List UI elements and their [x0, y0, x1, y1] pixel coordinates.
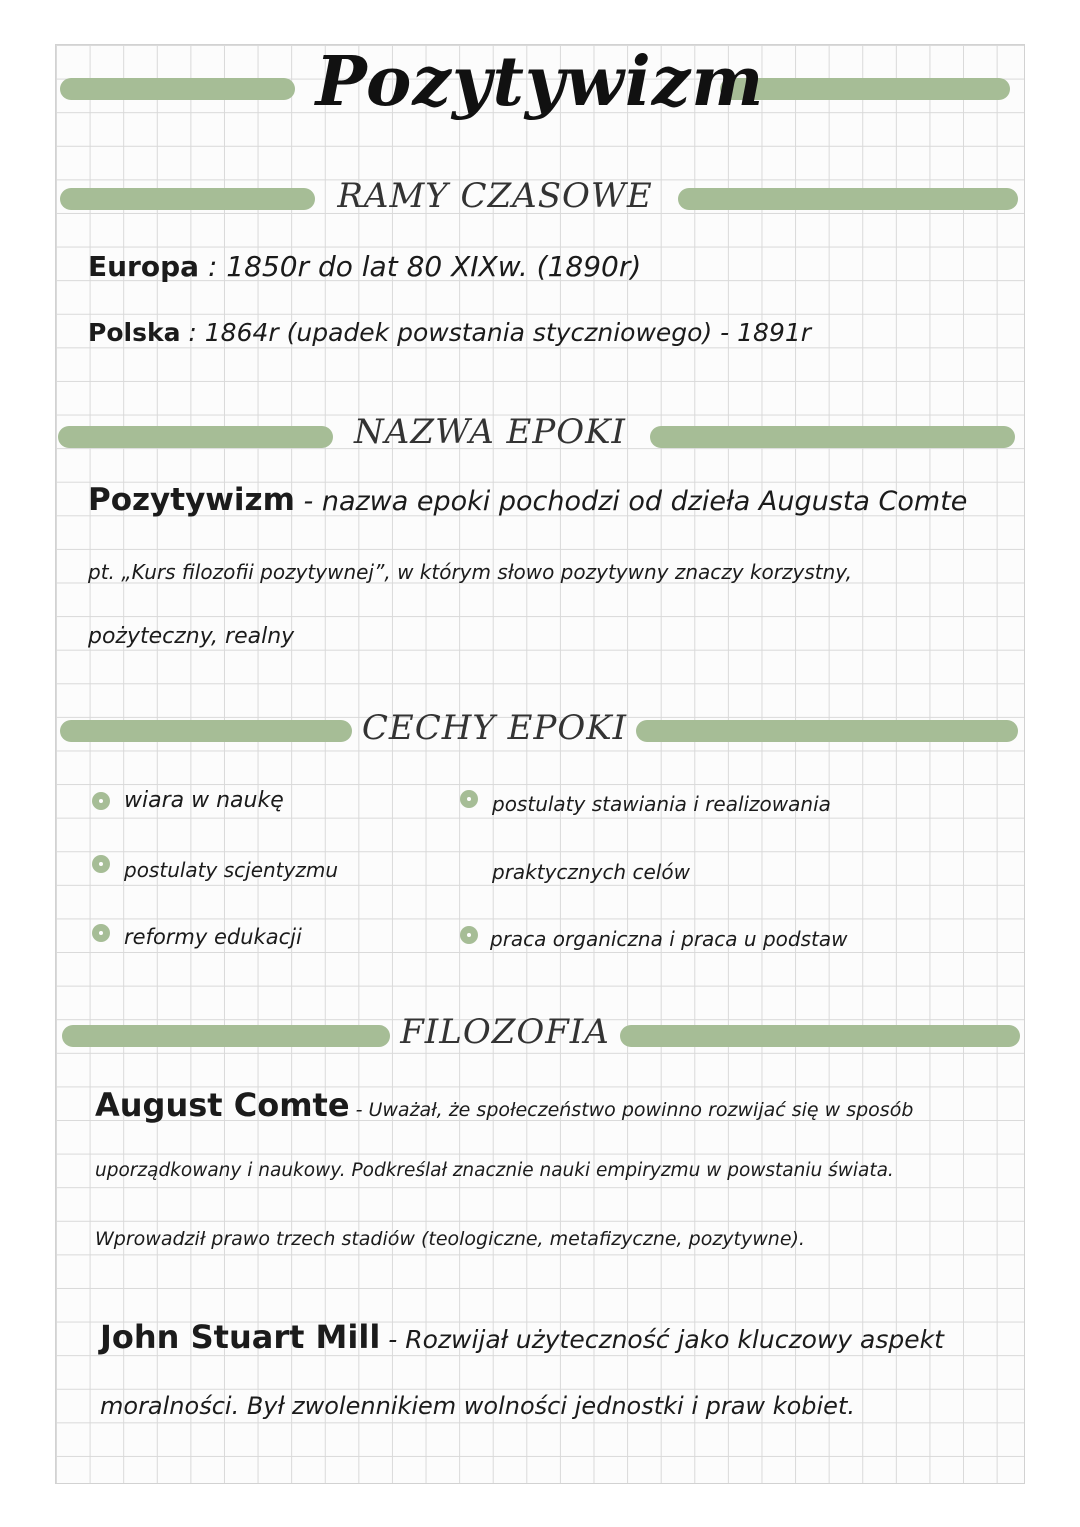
- comte-name: August Comte: [95, 1086, 350, 1124]
- mill-line-1: [100, 1318, 944, 1356]
- bullet-dot: [460, 926, 478, 944]
- nazwa-text-1: - nazwa epoki pochodzi od dzieła Augusta Comte: [303, 486, 968, 517]
- europa-line: [88, 250, 641, 283]
- mill-name: John Stuart Mill: [100, 1318, 381, 1356]
- comte-text-1: - Uważał, że społeczeństwo powinno rozwijać się w sposób: [355, 1099, 914, 1121]
- europa-label: Europa: [88, 250, 200, 283]
- nazwa-line-2: pt. „Kurs filozofii pozytywnej”, w którym słowo pozytywny znaczy korzystny,: [88, 560, 852, 584]
- section-bar-right: [678, 188, 1018, 210]
- page-title: Pozytywizm: [315, 42, 765, 122]
- section-heading-filozofia: FILOZOFIA: [400, 1012, 610, 1052]
- section-heading-cechy: CECHY EPOKI: [361, 708, 628, 748]
- polska-text: : 1864r (upadek powstania styczniowego) - 1891r: [188, 318, 812, 347]
- section-heading-nazwa: NAZWA EPOKI: [354, 412, 626, 452]
- section-heading-ramy: RAMY CZASOWE: [337, 176, 653, 216]
- cecha-item: praca organiczna i praca u podstaw: [490, 927, 848, 951]
- mill-text-1: - Rozwijał użyteczność jako kluczowy aspekt: [388, 1325, 944, 1354]
- section-bar-right: [620, 1025, 1020, 1047]
- section-bar-left: [60, 188, 315, 210]
- polska-line: [88, 318, 811, 347]
- bullet-dot: [460, 790, 478, 808]
- bullet-dot: [92, 792, 110, 810]
- cecha-item: reformy edukacji: [124, 925, 302, 949]
- nazwa-term: Pozytywizm: [88, 482, 295, 518]
- mill-line-2: moralności. Był zwolennikiem wolności jednostki i praw kobiet.: [100, 1392, 855, 1420]
- section-bar-left: [60, 720, 352, 742]
- section-bar-left: [62, 1025, 390, 1047]
- cecha-item: postulaty stawiania i realizowania: [492, 792, 831, 816]
- cecha-item: postulaty scjentyzmu: [124, 858, 339, 882]
- nazwa-line-3: pożyteczny, realny: [88, 624, 295, 649]
- nazwa-line-1: [88, 482, 967, 518]
- bullet-dot: [92, 855, 110, 873]
- comte-line-3: Wprowadził prawo trzech stadiów (teologiczne, metafizyczne, pozytywne).: [95, 1228, 805, 1250]
- polska-label: Polska: [88, 318, 181, 347]
- section-bar-right: [636, 720, 1018, 742]
- cecha-item: wiara w naukę: [124, 788, 284, 813]
- europa-text: : 1850r do lat 80 XIXw. (1890r): [207, 250, 642, 283]
- comte-line-2: uporządkowany i naukowy. Podkreślał znacznie nauki empiryzmu w powstaniu świata.: [95, 1160, 894, 1181]
- bullet-dot: [92, 924, 110, 942]
- cecha-item-continuation: praktycznych celów: [492, 860, 690, 884]
- section-bar-right: [650, 426, 1015, 448]
- comte-line-1: [95, 1086, 913, 1124]
- section-bar-left: [58, 426, 333, 448]
